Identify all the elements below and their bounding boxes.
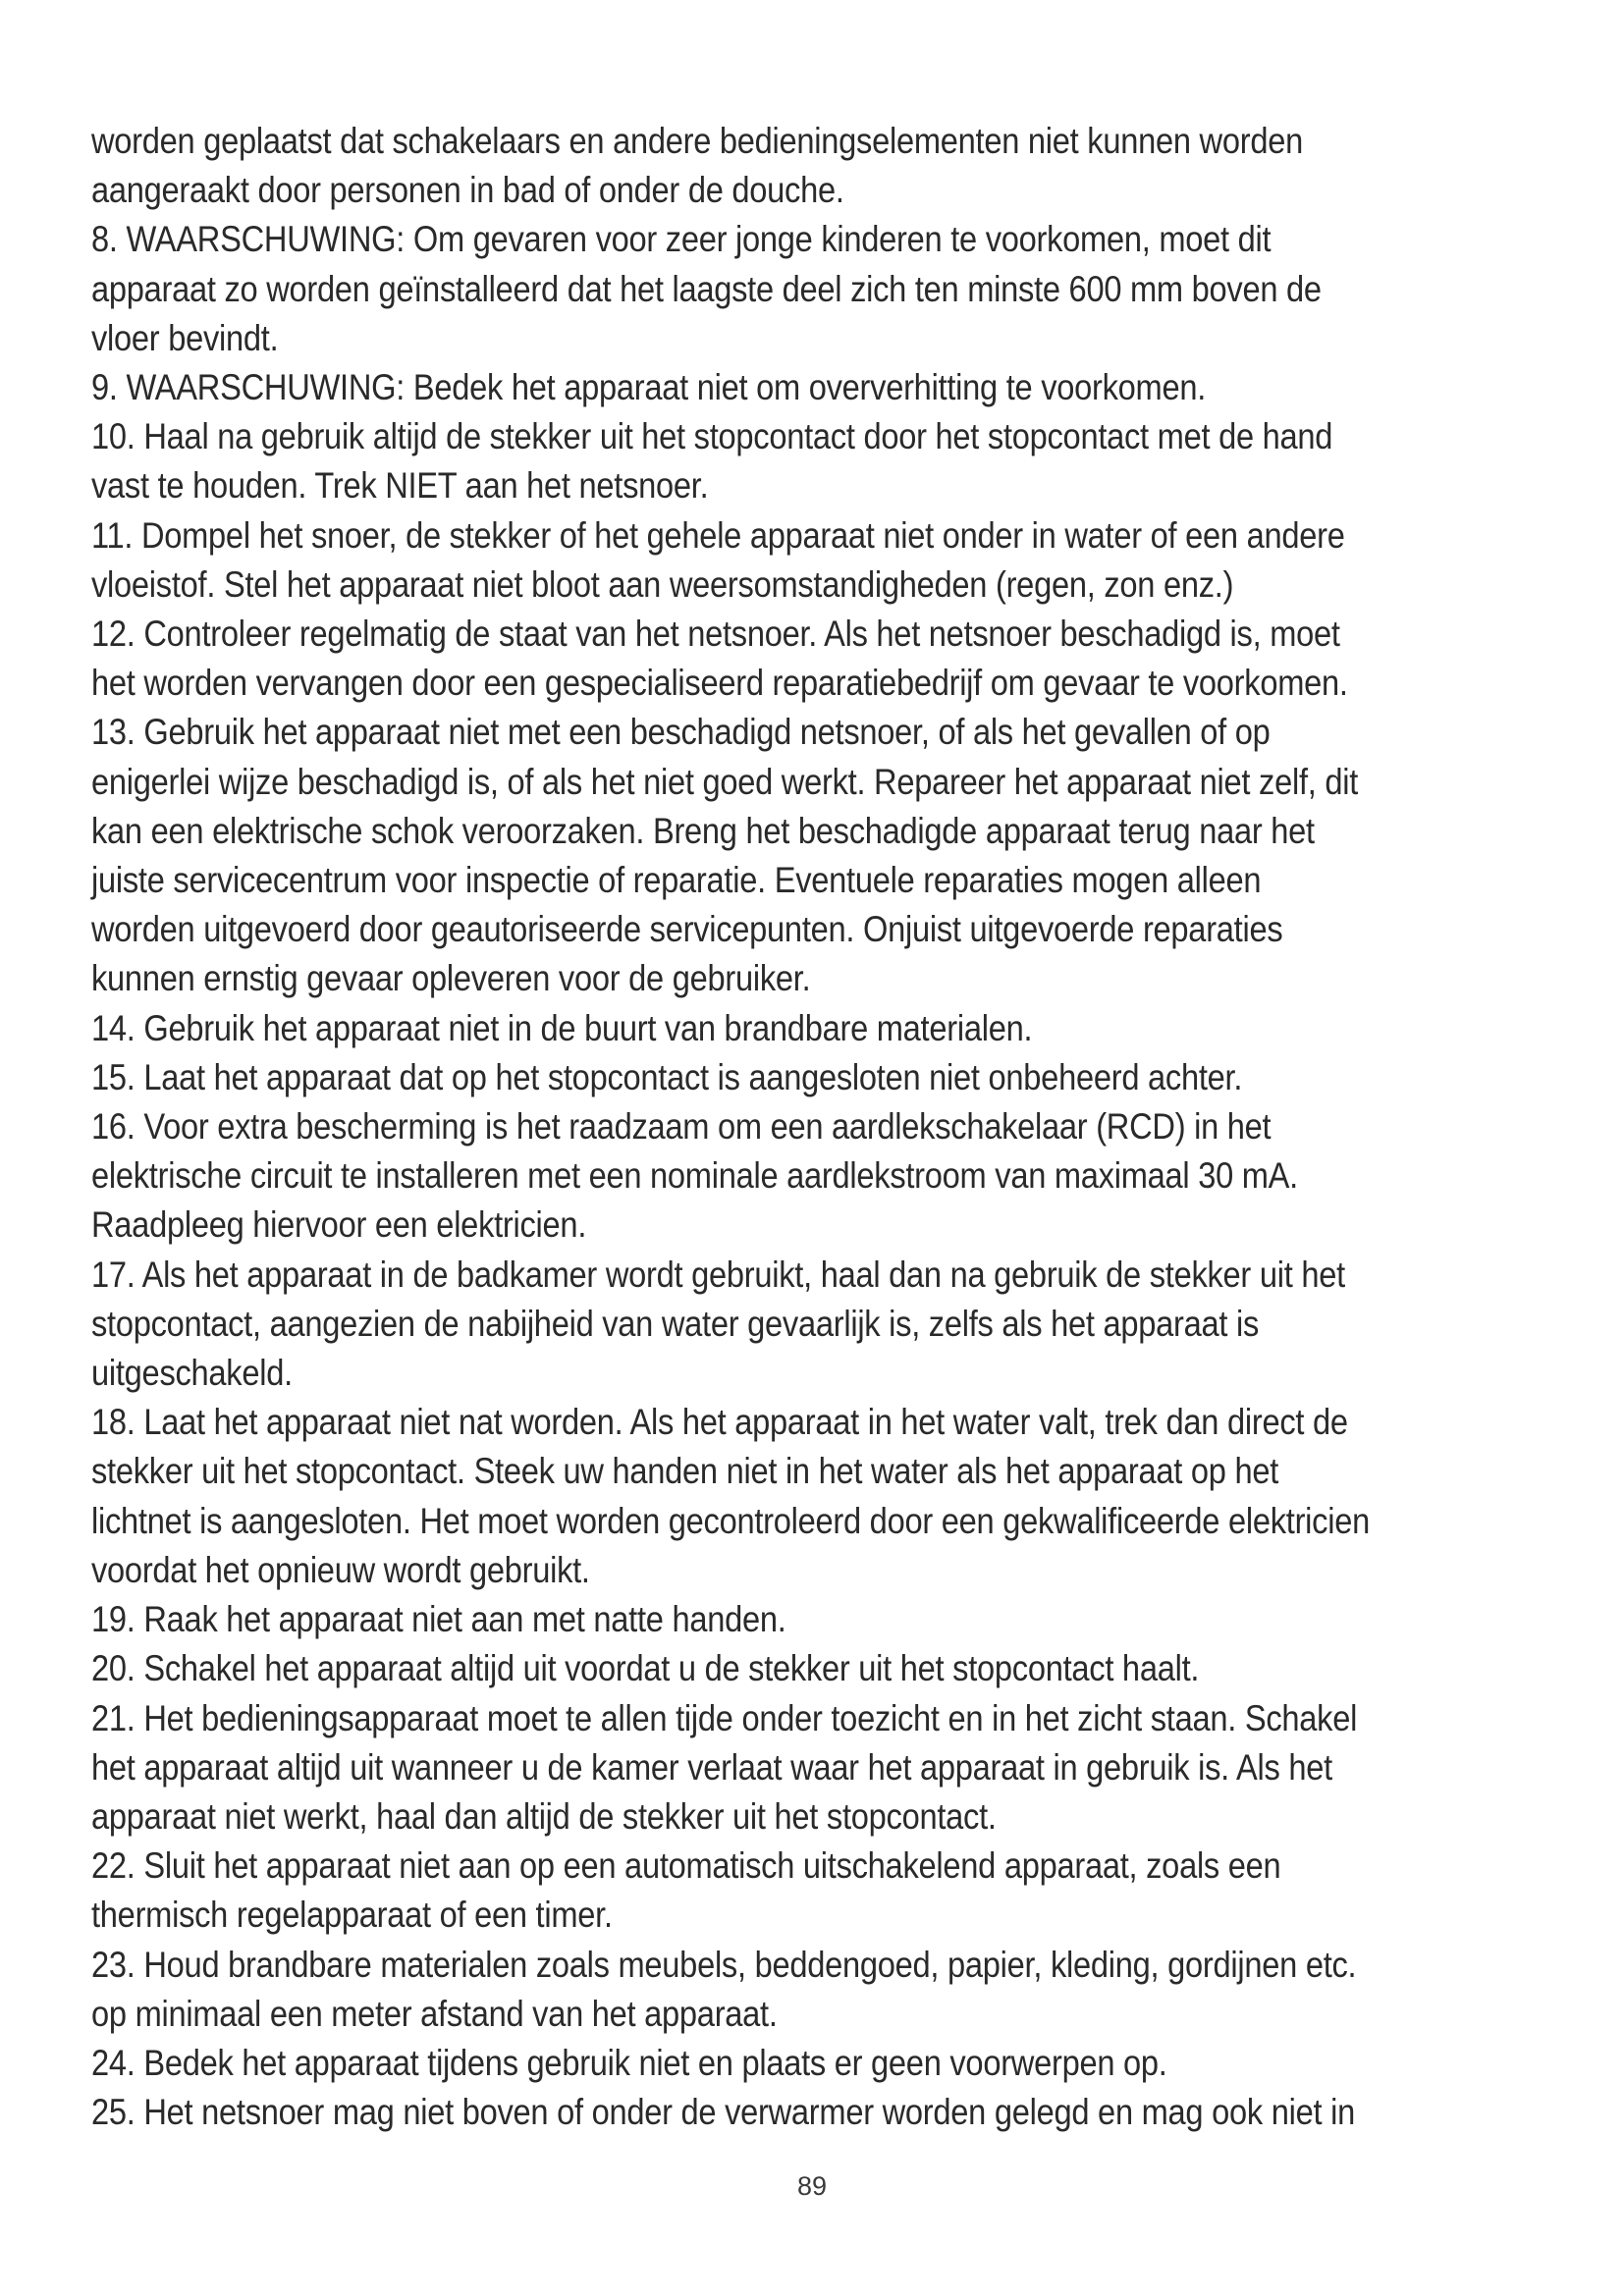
instruction-item-22: 22. Sluit het apparaat niet aan op een automatisch uitschakelend apparaat, zoals een thermisch regelapparaat of een timer. xyxy=(91,1844,1281,1936)
instruction-item-23: 23. Houd brandbare materialen zoals meubels, beddengoed, papier, kleding, gordijnen etc. op minimaal een meter afstand van het apparaat. xyxy=(91,1943,1357,2034)
instruction-item-21: 21. Het bedieningsapparaat moet te allen tijde onder toezicht en in het zicht staan. Schakel het apparaat altijd uit wanneer u de kamer verlaat waar het apparaat in gebruik is. Als het apparaat niet werkt, haal dan altijd de stekker uit het stopcontact. xyxy=(91,1696,1358,1837)
instruction-item-17: 17. Als het apparaat in de badkamer wordt gebruikt, haal dan na gebruik de stekker uit het stopcontact, aangezien de nabijheid van water gevaarlijk is, zelfs als het apparaat is uitgeschakeld. xyxy=(91,1253,1345,1394)
instruction-item-25: 25. Het netsnoer mag niet boven of onder de verwarmer worden gelegd en mag ook niet in xyxy=(91,2091,1355,2133)
instruction-item-9: 9. WAARSCHUWING: Bedek het apparaat niet om oververhitting te voorkomen. xyxy=(91,366,1207,408)
instruction-item-24: 24. Bedek het apparaat tijdens gebruik niet en plaats er geen voorwerpen op. xyxy=(91,2041,1167,2083)
instruction-item-15: 15. Laat het apparaat dat op het stopcontact is aangesloten niet onbeheerd achter. xyxy=(91,1055,1243,1097)
instruction-item-8: 8. WAARSCHUWING: Om gevaren voor zeer jonge kinderen te voorkomen, moet dit apparaat zo worden geïnstalleerd dat het laagste deel zich ten minste 600 mm boven de vloer bevindt. xyxy=(91,218,1322,358)
instruction-item-13: 13. Gebruik het apparaat niet met een beschadigd netsnoer, of als het gevallen of op enigerlei wijze beschadigd is, of als het niet goed werkt. Repareer het apparaat niet zelf, dit kan een elektrische schok veroorzaken. Breng het beschadigde apparaat terug naar het juiste servicecentrum voor inspectie of reparatie. Eventuele reparaties mogen alleen worden uitgevoerd door geautoriseerde servicepunten. Onjuist uitgevoerde reparaties kunnen ernstig gevaar opleveren voor de gebruiker. xyxy=(91,711,1359,999)
instruction-item-16: 16. Voor extra bescherming is het raadzaam om een aardlekschakelaar (RCD) in het elektrische circuit te installeren met een nominale aardlekstroom van maximaal 30 mA. Raadpleeg hiervoor een elektricien. xyxy=(91,1105,1298,1246)
paragraph-continuation: worden geplaatst dat schakelaars en andere bedieningselementen niet kunnen worden aangeraakt door personen in bad of onder de douche. xyxy=(91,120,1303,211)
instruction-item-20: 20. Schakel het apparaat altijd uit voordat u de stekker uit het stopcontact haalt. xyxy=(91,1647,1200,1689)
instruction-item-10: 10. Haal na gebruik altijd de stekker uit het stopcontact door het stopcontact met de hand vast te houden. Trek NIET aan het netsnoer. xyxy=(91,415,1333,507)
instruction-item-14: 14. Gebruik het apparaat niet in de buurt van brandbare materialen. xyxy=(91,1006,1033,1048)
instruction-item-19: 19. Raak het apparaat niet aan met natte handen. xyxy=(91,1598,786,1640)
safety-instructions-text xyxy=(91,116,1373,2136)
instruction-item-18: 18. Laat het apparaat niet nat worden. Als het apparaat in het water valt, trek dan direct de stekker uit het stopcontact. Steek uw handen niet in het water als het apparaat op het lichtnet is aangesloten. Het moet worden gecontroleerd door een gekwalificeerde elektricien voordat het opnieuw wordt gebruikt. xyxy=(91,1401,1370,1590)
page-number: 89 xyxy=(796,2171,828,2201)
instruction-item-11: 11. Dompel het snoer, de stekker of het gehele apparaat niet onder in water of een andere vloeistof. Stel het apparaat niet bloot aan weersomstandigheden (regen, zon enz.) xyxy=(91,513,1345,605)
instruction-item-12: 12. Controleer regelmatig de staat van het netsnoer. Als het netsnoer beschadigd is, moet het worden vervangen door een gespecialiseerd reparatiebedrijf om gevaar te voorkomen. xyxy=(91,613,1348,704)
